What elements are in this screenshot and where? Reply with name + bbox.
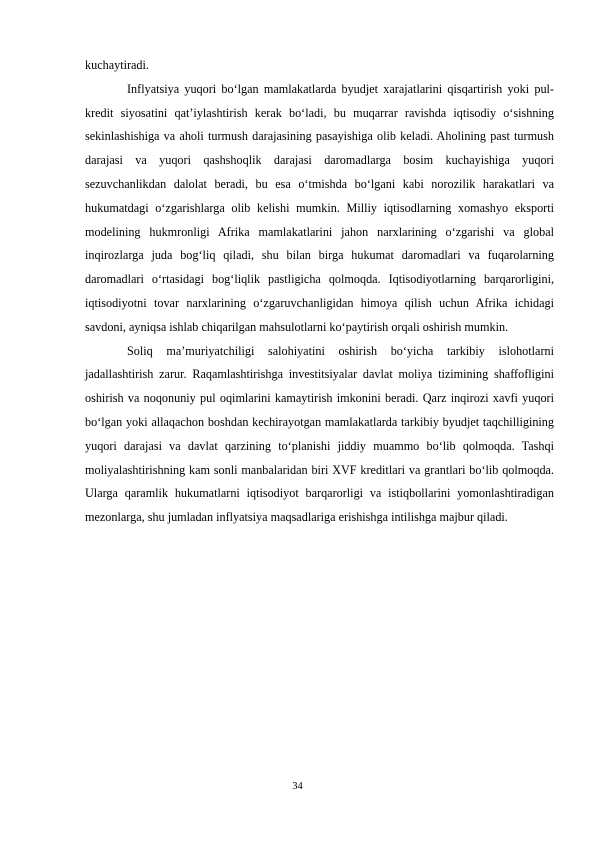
paragraph-tax-administration: Soliq ma’muriyatchiligi salohiyatini oshirish bo‘yicha tarkibiy islohotlarni jadallashtirish zarur. Raqamlashtirishga investitsiyalar davlat moliya tizimining shaffofligini oshirish va noqonuniy pul oqimlarini kamaytirish imkonini beradi. Qarz inqirozi xavfi yuqori bo‘lgan yoki allaqachon boshdan kechirayotgan mamlakatlarda tarkibiy byudjet taqchilligining yuqori darajasi va davlat qarzining to‘planishi jiddiy muammo bo‘lib qolmoqda. Tashqi moliyalashtirishning kam sonli manbalaridan biri XVF kreditlari va grantlari bo‘lib qolmoqda. Ularga qaramlik hukumatlarni iqtisodiyot barqarorligi va istiqbollarini yomonlashtiradigan mezonlarga, shu jumladan inflyatsiya maqsadlariga erishishga intilishga majbur qiladi. — [85, 343, 554, 525]
paragraph-inflation: Inflyatsiya yuqori bo‘lgan mamlakatlarda byudjet xarajatlarini qisqartirish yoki pul-kredit siyosatini qat’iylashtirish kerak bo‘ladi, bu muqarrar ravishda iqtisodiy o‘sishning sekinlashishiga va aholi turmush darajasining pasayishiga olib keladi. Aholining past turmush darajasi va yuqori qashshoqlik darajasi daromadlarga bosim kuchayishiga yuqori sezuvchanlikdan dalolat beradi, bu esa o‘tmishda bo‘lgani kabi norozilik harakatlari va hukumatdagi o‘zgarishlarga olib kelishi mumkin. Milliy iqtisodlarning xomashyo eksporti modelining hukmronligi Afrika mamlakatlarini jahon narxlarining o‘zgarishi va global inqirozlarga juda bog‘liq qiladi, shu bilan birga hukumat daromadlari va fuqarolarning daromadlari o‘rtasidagi bog‘liqlik pastligicha qolmoqda. Iqtisodiyotlarning barqarorligini, iqtisodiyotni tovar narxlarining o‘zgaruvchanligidan himoya qilish uchun Afrika ichidagi savdoni, ayniqsa ishlab chiqarilgan mahsulotlarni ko‘paytirish orqali oshirish mumkin. — [85, 81, 554, 334]
page-number: 34 — [292, 781, 303, 792]
document-body — [85, 54, 554, 530]
continuation-line: kuchaytiradi. — [85, 58, 149, 72]
